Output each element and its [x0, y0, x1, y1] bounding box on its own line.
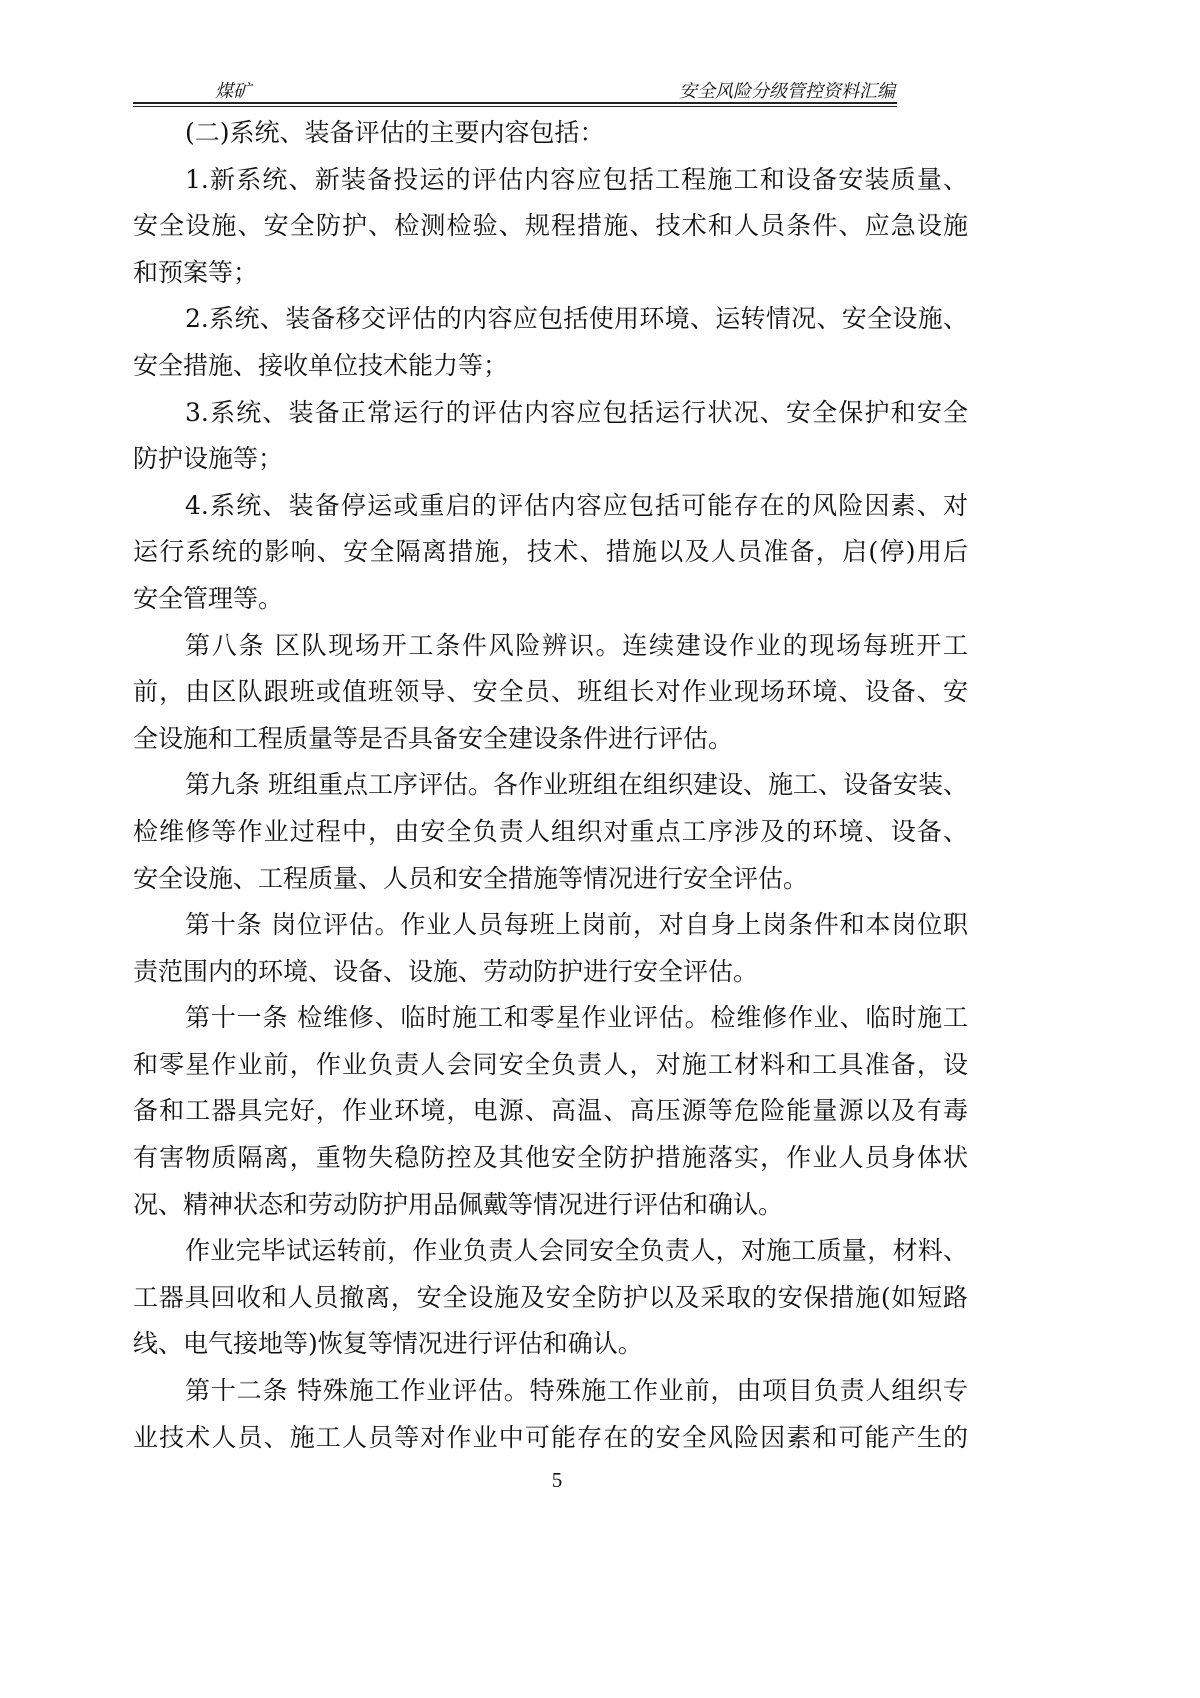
paragraph: [133, 1368, 968, 1461]
text-line: 3.系统、装备正常运行的评估内容应包括运行状况、安全保护和安全: [185, 397, 968, 427]
paragraph: [133, 390, 968, 483]
text-line: 线、电气接地等)恢复等情况进行评估和确认。: [133, 1329, 643, 1359]
text-line: 有害物质隔离，重物失稳防控及其他安全防护措施落实，作业人员身体状: [133, 1143, 968, 1173]
text-line: 检维修等作业过程中，由安全负责人组织对重点工序涉及的环境、设备、: [133, 816, 968, 846]
text-line: 和预案等；: [133, 257, 259, 287]
text-line: 全设施和工程质量等是否具备安全建设条件进行评估。: [133, 723, 734, 753]
paragraph: [133, 296, 968, 389]
paragraph: [133, 902, 968, 995]
paragraph: [133, 623, 968, 763]
text-line: 1.新系统、新装备投运的评估内容应包括工程施工和设备安装质量、: [185, 164, 968, 194]
paragraph: [133, 157, 968, 297]
header-left-title: 煤矿: [215, 81, 251, 101]
paragraph: [133, 110, 968, 157]
paragraph: [133, 483, 968, 623]
body-text: [133, 110, 968, 1461]
text-line: 第十二条 特殊施工作业评估。特殊施工作业前，由项目负责人组织专: [185, 1376, 968, 1406]
text-line: 前，由区队跟班或值班领导、安全员、班组长对作业现场环境、设备、安: [133, 677, 968, 707]
text-line: 业技术人员、施工人员等对作业中可能存在的安全风险因素和可能产生的: [133, 1422, 968, 1452]
text-line: 4.系统、装备停运或重启的评估内容应包括可能存在的风险因素、对: [185, 490, 968, 520]
text-line: 2.系统、装备移交评估的内容应包括使用环境、运转情况、安全设施、: [185, 304, 968, 334]
text-line: 第十条 岗位评估。作业人员每班上岗前，对自身上岗条件和本岗位职: [185, 910, 968, 940]
text-line: 况、精神状态和劳动防护用品佩戴等情况进行评估和确认。: [133, 1189, 784, 1219]
text-line: 安全管理等。: [133, 583, 284, 613]
paragraph: [133, 995, 968, 1228]
text-line: 责范围内的环境、设备、设施、劳动防护进行安全评估。: [133, 956, 759, 986]
text-line: 备和工器具完好，作业环境，电源、高温、高压源等危险能量源以及有毒: [133, 1096, 968, 1126]
text-line: 安全设施、工程质量、人员和安全措施等情况进行安全评估。: [133, 863, 809, 893]
header-rule: [133, 102, 897, 104]
page-number: 5: [551, 1468, 563, 1492]
paragraph: [133, 1228, 968, 1368]
paragraph: [133, 762, 968, 902]
header-right-title: 安全风险分级管控资料汇编: [679, 81, 895, 101]
text-line: 安全设施、安全防护、检测检验、规程措施、技术和人员条件、应急设施: [133, 211, 968, 241]
text-line: 工器具回收和人员撤离，安全设施及安全防护以及采取的安保措施(如短路: [133, 1282, 968, 1312]
text-line: 第九条 班组重点工序评估。各作业班组在组织建设、施工、设备安装、: [185, 770, 968, 800]
text-line: 作业完毕试运转前，作业负责人会同安全负责人，对施工质量，材料、: [185, 1236, 968, 1266]
text-line: 第十一条 检维修、临时施工和零星作业评估。检维修作业、临时施工: [185, 1003, 968, 1033]
text-line: 和零星作业前，作业负责人会同安全负责人，对施工材料和工具准备，设: [133, 1049, 968, 1079]
text-line: 防护设施等；: [133, 444, 284, 474]
header-rule: [133, 106, 897, 107]
text-line: (二)系统、装备评估的主要内容包括：: [185, 118, 605, 147]
text-line: 运行系统的影响、安全隔离措施，技术、措施以及人员准备，启(停)用后: [133, 537, 968, 567]
text-line: 第八条 区队现场开工条件风险辨识。连续建设作业的现场每班开工: [185, 630, 968, 660]
text-line: 安全措施、接收单位技术能力等；: [133, 350, 509, 380]
